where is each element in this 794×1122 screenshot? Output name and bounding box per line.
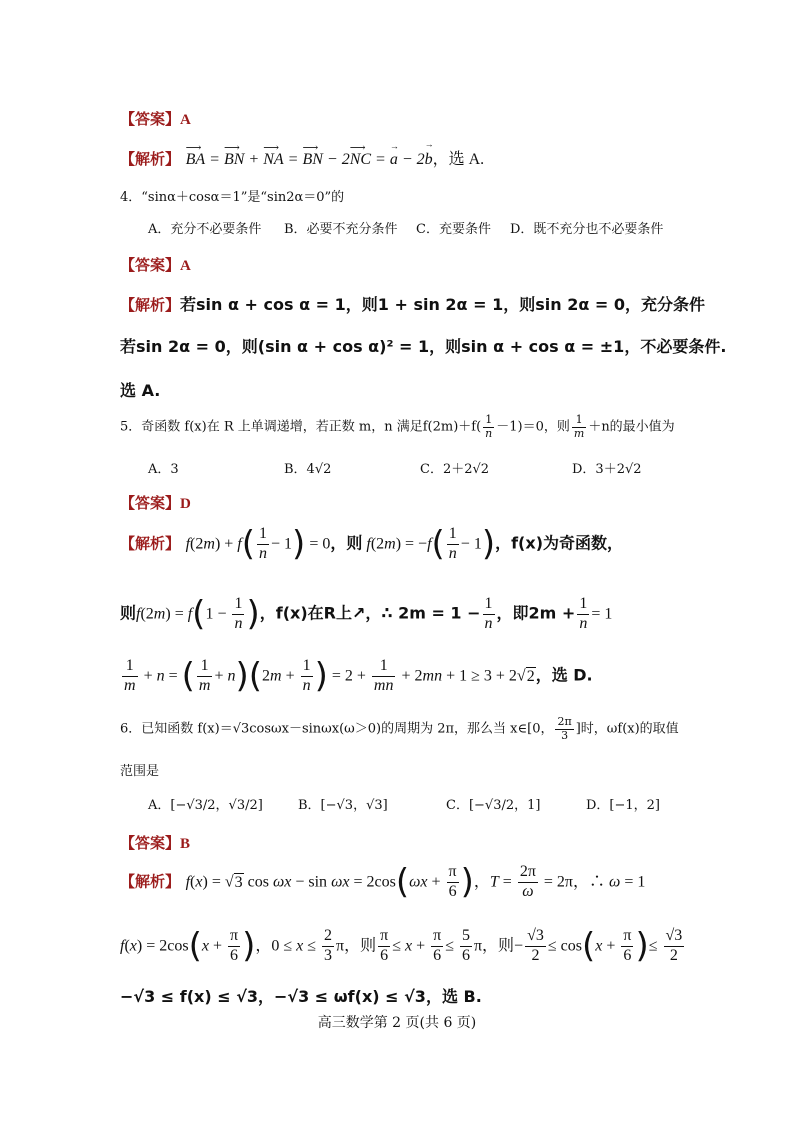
question-5-stem [120,414,675,440]
q4-option-b: B．必要不充分条件 [284,222,398,237]
analysis-row-6-line-1: 【解析】 f(x) = √3 cos ωx − sin ωx = 2cos(ωx + $\frac{\pi}{6}$ )，T = $\frac{2\pi}{\omega}$ = 2π，∴ ω = 1 [120,862,646,902]
answer-value: B [180,836,191,852]
fraction-1-over-n: $\frac{1}{n}$ [485,413,493,440]
q5-option-b: B．4√2 [284,462,332,477]
analysis-row-5-line-2: 则f(2m) = f(1 − $\frac{1}{n}$ )，f(x)在R上↗，∴ 2m = 1 − $\frac{1}{n}$ ，即2m + $\frac{1}{n}$ = 1 [120,594,613,634]
vector-equation: BA ⟶ = BN ⟶ + NA ⟶ = BN ⟶ − 2NC ⟶ = a → − 2b → [185,139,434,168]
answer-value: D [180,496,191,512]
question-4-stem: 4．“sinα＋cosα＝1”是“sin2α＝0”的 [120,190,345,205]
analysis-line-1: 若sin α + cos α = 1，则1 + sin 2α = 1，则sin 2α = 0，充分条件 [180,295,705,314]
q5-option-d: D．3＋2√2 [572,462,642,477]
answer-label: 【答案】 [120,494,181,512]
answer-row-5 [120,492,191,513]
q5-stem-part-b: －1)＝0，则 [496,419,570,435]
analysis-label: 【解析】 [120,872,181,891]
question-6-stem: 6．已知函数 f(x)＝√3cosωx－sinωx(ω＞0)的周期为 2π，那么当 x∈[0， $\frac{2\pi}{3}$ ]时，ωf(x)的取值 [120,715,679,742]
analysis-line-2: 若sin 2α = 0，则(sin α + cos α)² = 1，则sin α + cos α = ±1，不必要条件. [120,337,727,356]
q6-option-d: D．[−1，2] [586,798,661,813]
analysis-row-4 [120,292,705,315]
q4-option-d: D．既不充分也不必要条件 [510,222,664,237]
analysis-label: 【解析】 [120,534,181,553]
analysis-label: 【解析】 [120,150,181,168]
question-6-stem-2: 范围是 [120,764,160,779]
analysis-label: 【解析】 [120,296,181,314]
page-footer: 高三数学第 2 页(共 6 页) [317,1015,477,1031]
q5-stem-part-a: 5．奇函数 f(x)在 R 上单调递增，若正数 m，n 满足f(2m)＋f( [120,419,482,435]
analysis-row-5-line-3: $\frac{1}{m}$ + n = ( $\frac{1}{m}$ + n)(2m + $\frac{1}{n}$ ) = 2 + $\frac{1}{mn}$ + 2mn + 1 ≥ 3 + 2√2，选 D. [124,656,593,696]
analysis-row-6-line-2: f(x) = 2cos(x + $\frac{\pi}{6}$ )，0 ≤ x ≤ $\frac{2}{3}$ π，则 $\frac{\pi}{6}$ ≤ x + $\frac{\pi}{6}$ ≤ $\frac{5}{6}$ π，则− $\frac{√3}{2}$ ≤ cos(x + $\frac{\pi}{6}$ )≤ $\frac{√3}{2}$ [120,926,683,966]
answer-label: 【答案】 [120,110,181,128]
analysis-line-3: 选 A. [120,381,161,400]
q6-option-b: B．[−√3，√3] [298,798,388,813]
answer-label: 【答案】 [120,256,181,274]
answer-value: A [180,258,191,274]
answer-label: 【答案】 [120,834,181,852]
analysis-tail: ，选 A. [432,151,485,168]
q6-option-c: C．[−√3/2，1] [446,798,541,813]
q5-stem-part-c: ＋n的最小值为 [588,419,675,435]
analysis-row-3 [120,139,485,169]
q4-option-c: C．充要条件 [416,222,491,237]
fraction-1-over-m: $\frac{1}{m}$ [573,413,585,440]
answer-row-3 [120,108,191,129]
fraction-2pi-over-3: $\frac{2\pi}{3}$ [557,715,572,742]
q6-option-a: A．[−√3/2，√3/2] [148,798,263,813]
q4-option-a: A．充分不必要条件 [148,222,262,237]
analysis-row-5-line-1: 【解析】 f(2m) + f( $\frac{1}{n}$ − 1) = 0，则 f(2m) = −f( $\frac{1}{n}$ − 1)，f(x)为奇函数， [120,524,624,564]
answer-row-4 [120,254,191,275]
q5-option-c: C．2＋2√2 [420,462,490,477]
answer-value: A [180,112,191,128]
answer-row-6 [120,832,190,853]
q5-option-a: A．3 [148,462,179,477]
analysis-row-6-line-3: −√3 ≤ f(x) ≤ √3，−√3 ≤ ωf(x) ≤ √3，选 B. [120,987,482,1006]
